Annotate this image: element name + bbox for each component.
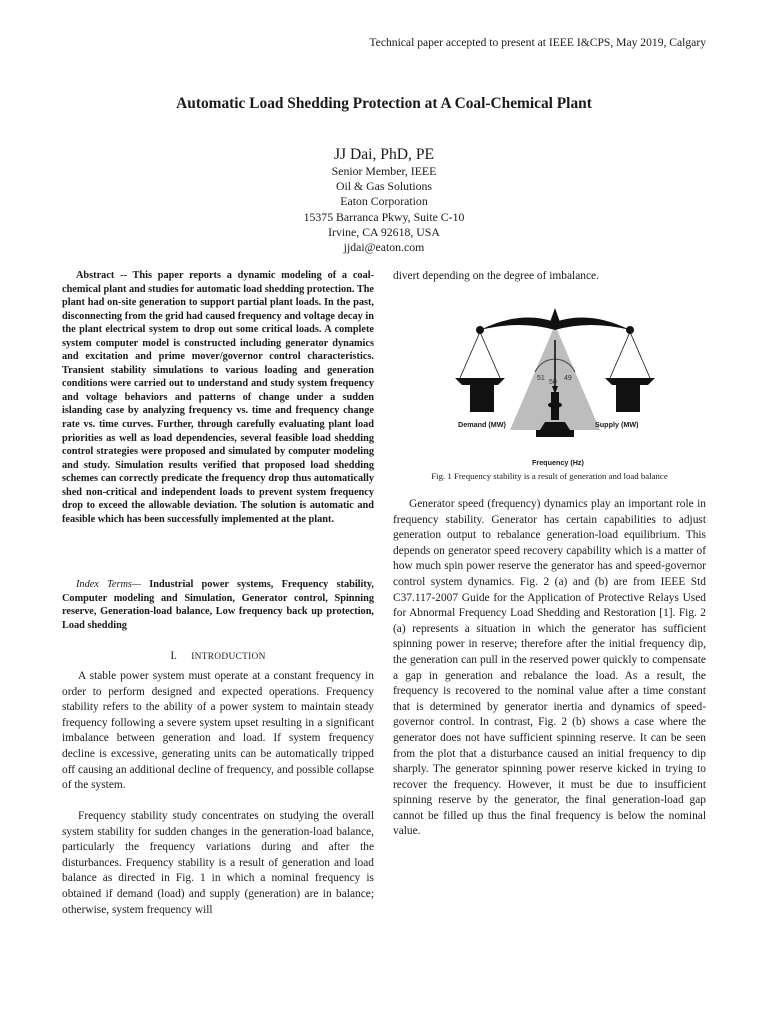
abstract-text: This paper reports a dynamic modeling of a coal-chemical plant and studies for automatic load shedding protection. The plant had on-site generation to support partial plant loads. In the past, disconnecting from the grid had caused frequency and voltage decay in the plant electrical system to drop out some critical loads. A complete system computer model is constructed including generator dynamics and excitation and prime mover/governor control characteristics. Transient stability simulations to various loading and generation conditions were carried out to understand and study system frequency and voltage behaviors and patterns of change under a sudden islanding case by analyzing frequency vs. time and frequency change rate vs. time curves. Further, through carefully evaluating plant load priorities as well as load dependencies, several feasible load shedding control strategies were proposed and simulated by computer modeling and study. Simulation results verified that proposed load shedding schemes can correctly predicate the frequency drop thus automatically shed non-critical and independent loads to prevent system frequency drop to exceed the allowable deviation. The solution is automatic and feasible which has been successfully implemented at the plant. [62,270,375,525]
index-terms-text: Industrial power systems, Frequency stability, Computer modeling and Simulation, Generator control, Spinning reserve, Generation-load balance, Low frequency back up protection, Load shedding [62,579,374,631]
supply-label: Supply (MW) [595,420,639,429]
section-heading [62,650,374,662]
intro-paragraph: A stable power system must operate at a constant frequency in order to perform designed and expected operations. Frequency stability refers to the ability of a power system to maintain steady frequency following a severe system upset resulting in a significant imbalance between generation and load. If system frequency decline is excessive, generating units can be automatically tripped off causing an additional decline of frequency, and possible collapse of the system. [62,670,374,792]
balance-scale-figure [440,300,670,470]
index-terms [62,578,374,632]
string-right-outer [630,332,650,378]
author-affiliation [0,164,768,255]
demand-weight [470,382,494,412]
author-email: jjdai@eaton.com [343,239,425,254]
supply-weight [616,382,640,412]
stand-neck [540,422,570,430]
section-title: INTRODUCTION [191,652,266,662]
abstract [62,269,374,526]
frequency-label: Frequency (Hz) [532,458,584,467]
scale-top [550,308,560,322]
paper-title: Automatic Load Shedding Protection at A Coal-Chemical Plant [176,95,592,112]
right-column-continuation: divert depending on the degree of imbalance. [393,270,599,282]
header-note: Technical paper accepted to present at IEEE I&CPS, May 2019, Calgary [369,36,706,49]
right-paragraph: Generator speed (frequency) dynamics play an important role in frequency stability. Generator has certain capabilities to adjust generation output to rebalance generation-load equilibrium. This depends on generator speed recovery capability which is a matter of how much spin power reserve the generator has and speed-governor control system dynamics. Fig. 2 (a) and (b) are from IEEE Std C37.117-2007 Guide for the Application of Protective Relays Used for Abnormal Frequency Load Shedding and Restoration [1]. Fig. 2 (a) represents a situation in which the generator has sufficient spinning power in reserve; therefore after the initial frequency dip, the generation can pull in the reserved power quickly to compensate a gap in generation and rebalance the load. As a result, the frequency is recovered to the nominal value after a time constant that is determined by generator inertia and dynamics of speed-governor control. In contrast, Fig. 2 (b) shows a case where the generator does not have sufficient spinning reserve. It can be seen from the plot that a disturbance caused an initial frequency to dip sharply. The generator spinning power reserve kicked in trying to recover the frequency. However, it must be due to insufficient spinning reserve by the generator, the final generation-load gap cannot be filled up thus the final frequency is below the nominal value. [393,498,706,838]
affiliation-line: Senior Member, IEEE [331,164,437,178]
dial-value-left: 51 [537,375,545,382]
affiliation-line: Irvine, CA 92618, USA [328,224,440,239]
stand-base [536,430,574,437]
abstract-label: Abstract -- [76,270,127,281]
intro-paragraph: Frequency stability study concentrates on studying the overall system stability for sudden changes in the generation-load balance, particularly the frequency variations during and after the disturbances. Frequency stability is a result of generation and load balance as directed in Fig. 1 in which a nominal frequency is obtained if demand (load) and supply (generation) are in balance; otherwise, system frequency will [62,810,374,916]
figure-caption: Fig. 1 Frequency stability is a result of generation and load balance [431,471,668,481]
dial-value-center: 50 [549,379,557,386]
stand-ring [548,402,562,408]
string-left-inner [480,332,500,378]
affiliation-line: 15375 Barranca Pkwy, Suite C-10 [303,209,465,224]
affiliation-line: Oil & Gas Solutions [335,179,433,194]
string-left-outer [460,332,480,378]
dial-value-right: 49 [564,375,572,382]
string-right-inner [610,332,630,378]
section-number: I. [170,650,177,662]
author-name: JJ Dai, PhD, PE [333,146,435,163]
demand-label: Demand (MW) [458,420,506,429]
affiliation-line: Eaton Corporation [340,194,428,209]
index-terms-label: Index Terms— [76,579,142,590]
